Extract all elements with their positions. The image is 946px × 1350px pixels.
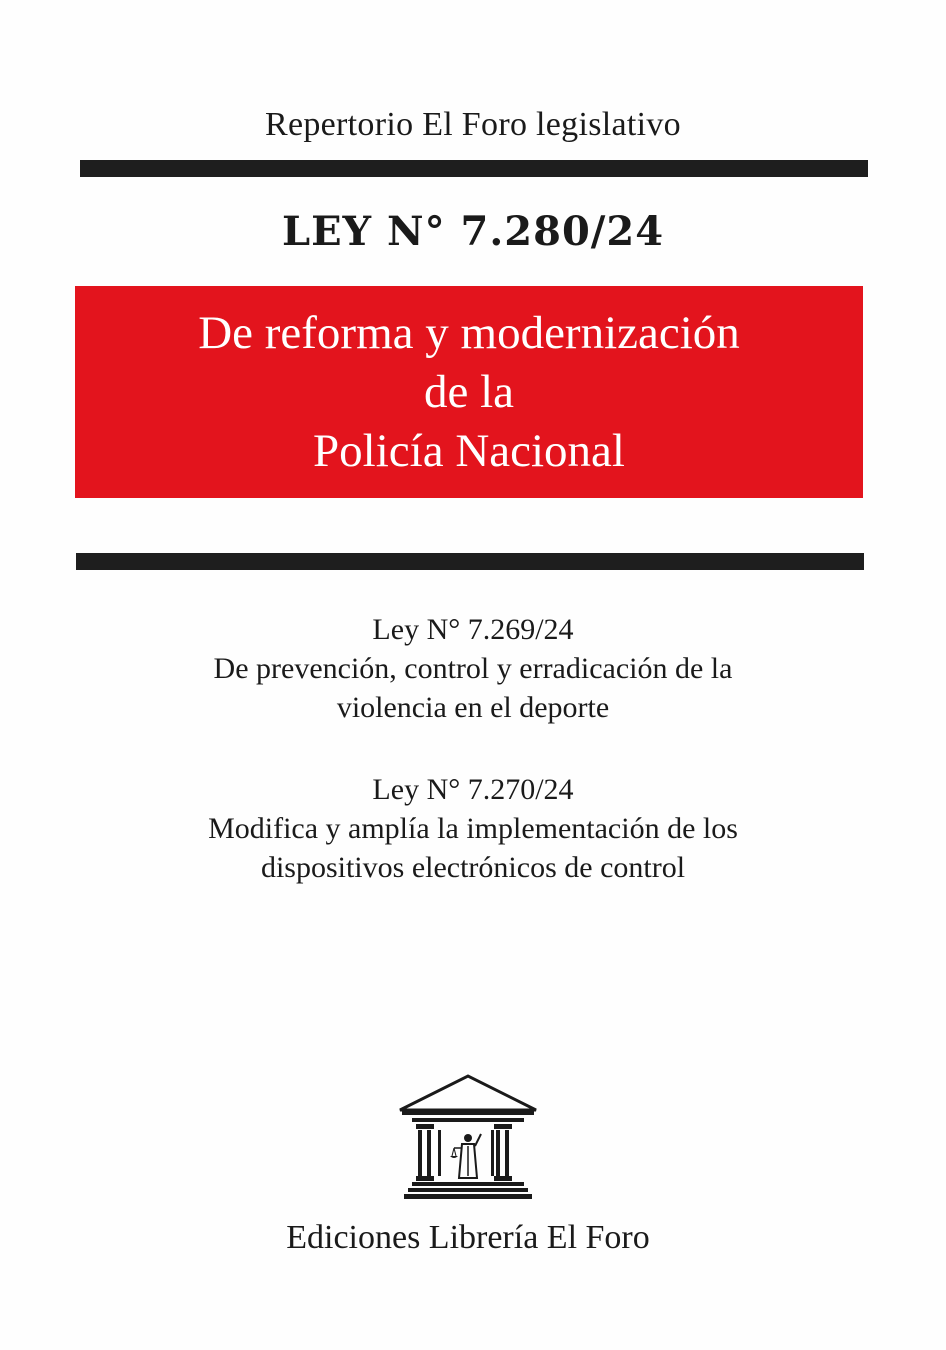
additional-law-1-number: Ley N° 7.269/24	[372, 613, 574, 646]
additional-law-1-title-line-1: De prevención, control y erradicación de la	[213, 652, 733, 685]
main-law-title-line-3: Policía Nacional	[313, 424, 625, 477]
additional-law-1	[0, 610, 946, 727]
temple-justice-icon	[398, 1074, 538, 1202]
additional-law-2	[0, 770, 946, 887]
main-law-title-line-2: de la	[423, 365, 515, 418]
additional-law-2-title-line-2: dispositivos electrónicos de control	[260, 851, 686, 884]
main-law-title-band	[75, 286, 863, 498]
main-law-title-line-1: De reforma y modernización	[198, 306, 740, 359]
top-divider	[80, 160, 868, 177]
series-title: Repertorio El Foro legislativo	[265, 106, 681, 143]
main-law-number: LEY N° 7.280/24	[281, 208, 665, 255]
additional-law-1-title-line-2: violencia en el deporte	[336, 691, 610, 724]
bottom-divider	[76, 553, 864, 570]
publisher-name: Ediciones Librería El Foro	[286, 1219, 650, 1256]
additional-law-2-number: Ley N° 7.270/24	[372, 773, 574, 806]
additional-law-2-title-line-1: Modifica y amplía la implementación de los	[208, 812, 738, 845]
